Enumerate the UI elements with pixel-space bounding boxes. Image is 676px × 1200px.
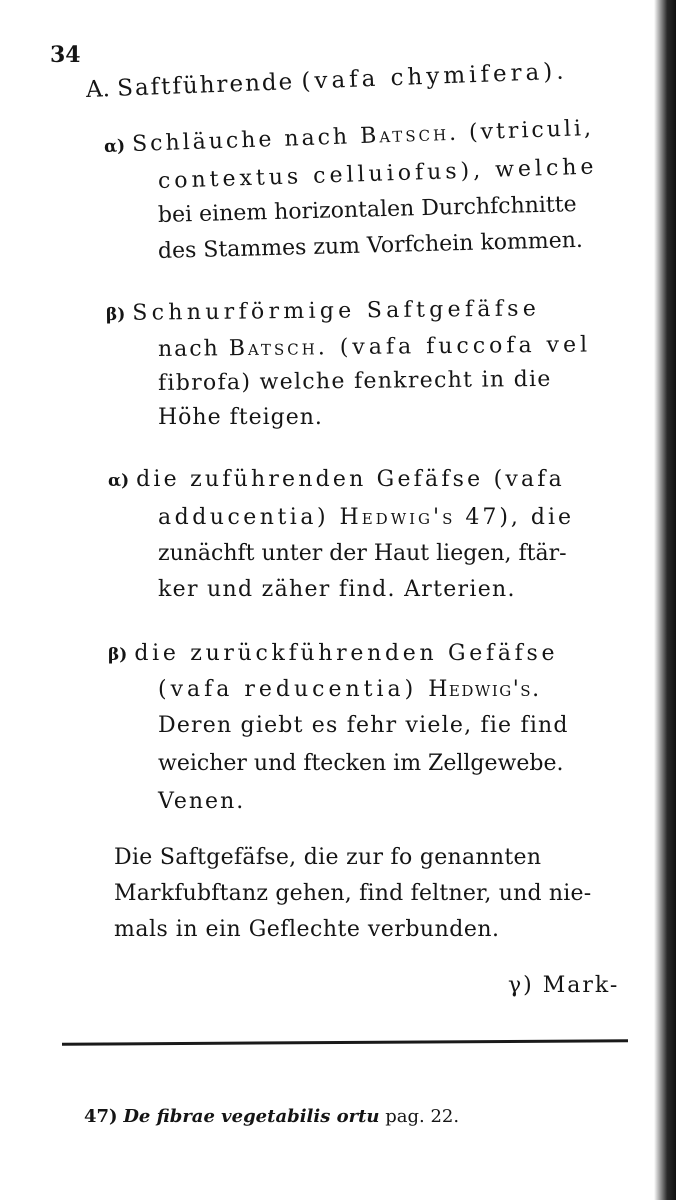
alpha-item-line-2: contextus celluiofus), welche <box>157 154 598 194</box>
sub-beta-marker: β) <box>108 645 128 665</box>
alpha-item-line-4: des Stammes zum Vorfchein kommen. <box>157 227 584 264</box>
sub-alpha-line-4: ker und zäher find. Arterien. <box>158 577 516 602</box>
footnote <box>84 1104 459 1130</box>
footnote-page: pag. 22. <box>385 1106 460 1127</box>
sub-alpha-line-3: zunächft unter der Haut liegen, ftär- <box>158 541 567 566</box>
section-heading <box>85 58 568 104</box>
alpha-marker: α) <box>103 136 126 157</box>
paragraph-line-2: Markfubftanz gehen, find feltner, und nie- <box>114 881 592 906</box>
author-hedwig: Hedwig's <box>339 505 456 530</box>
author-batsch: Batsch <box>228 335 318 362</box>
sub-beta-line-4: weicher und ftecken im Zellgewebe. <box>158 751 564 776</box>
author-batsch: Batsch <box>359 120 450 150</box>
beta-item-line-4: Höhe fteigen. <box>158 405 323 430</box>
heading-label: A. <box>85 76 111 103</box>
sub-beta-line-5: Venen. <box>158 789 246 814</box>
heading-latin: (vafa chymifera). <box>301 58 569 95</box>
paragraph-line-1: Die Saftgefäfse, die zur fo genannten <box>114 845 542 870</box>
sub-alpha-line-2: adducentia) Hedwig's 47), die <box>158 505 575 530</box>
footnote-title: De fibrae vegetabilis ortu <box>123 1106 380 1127</box>
page-edge-shadow <box>654 0 676 1200</box>
beta-marker: β) <box>105 304 126 325</box>
sub-alpha-line-1: α) die zuführenden Gefäfse (vafa <box>108 467 565 492</box>
alpha-item-line-3: bei einem horizontalen Durchfchnitte <box>157 192 577 228</box>
sub-beta-line-1: β) die zurückführenden Gefäfse <box>108 641 559 666</box>
heading-text: Saftführende <box>116 69 295 102</box>
catchword: γ) Mark- <box>508 973 620 998</box>
sub-beta-line-2: (vafa reducentia) Hedwig's. <box>158 677 540 702</box>
beta-item-line-1: β) Schnurförmige Saftgefäfse <box>105 296 541 326</box>
paragraph-line-3: mals in ein Geflechte verbunden. <box>114 917 500 942</box>
beta-item-line-2: nach Batsch. (vafa fuccofa vel <box>157 332 592 362</box>
beta-item-line-3: fibrofa) welche fenkrecht in die <box>157 366 552 396</box>
sub-beta-line-3: Deren giebt es fehr viele, fie find <box>158 713 569 738</box>
footnote-number: 47) <box>84 1106 118 1127</box>
footnote-rule <box>62 1039 628 1045</box>
sub-alpha-marker: α) <box>108 471 130 491</box>
alpha-item-line-1: α) Schläuche nach Batsch. (vtriculi, <box>103 115 595 158</box>
page-number: 34 <box>50 42 81 68</box>
author-hedwig: Hedwig's <box>428 677 533 702</box>
